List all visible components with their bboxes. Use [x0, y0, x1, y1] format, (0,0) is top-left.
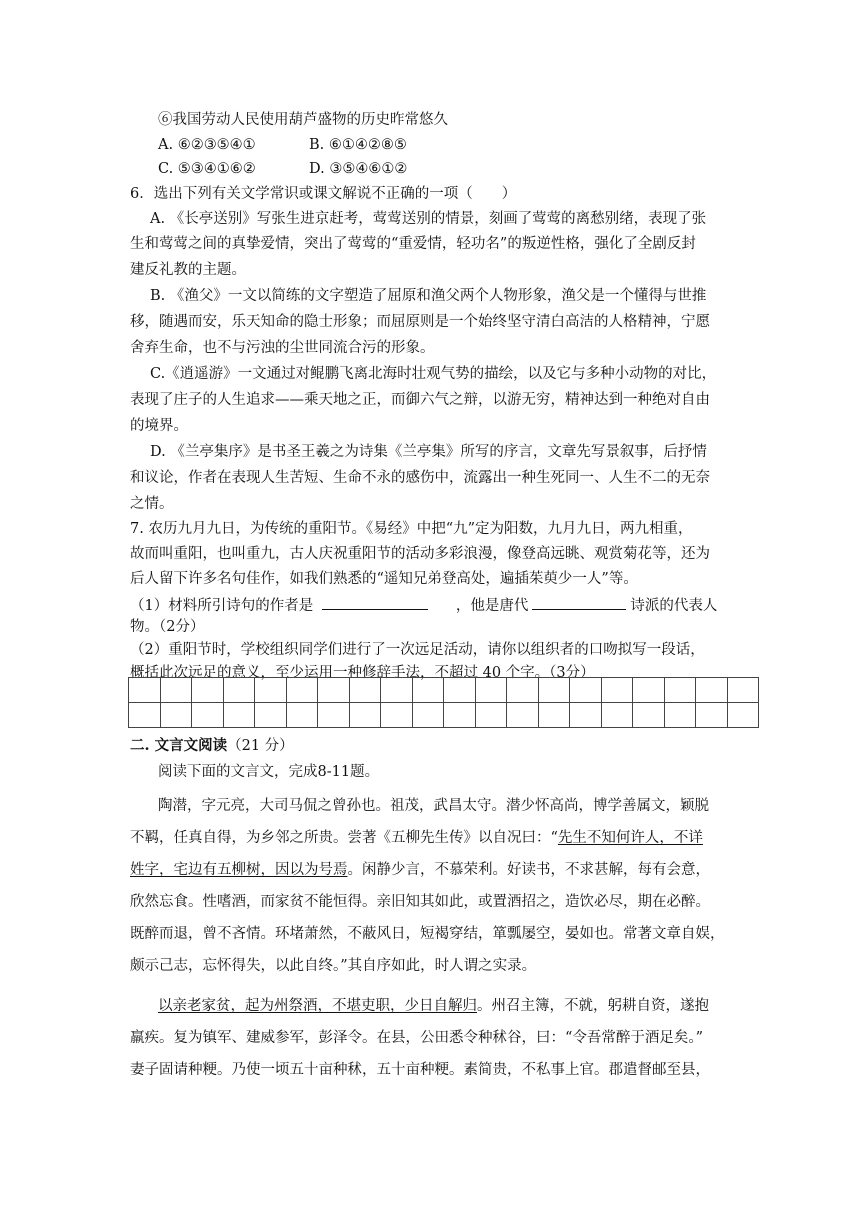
answer-grid-cell[interactable] — [129, 678, 161, 703]
q5-option-c: C. ⑤③④①⑥② — [158, 161, 256, 177]
answer-grid-cell[interactable] — [349, 678, 381, 703]
answer-grid-cell[interactable] — [444, 703, 476, 728]
q6-option-a-line: 建反礼教的主题。 — [130, 262, 246, 278]
answer-grid-cell[interactable] — [696, 678, 728, 703]
passage-text: 不羁，任真自得，为乡邻之所贵。尝著《五柳先生传》以自况曰：“ — [130, 830, 558, 846]
answer-grid-cell[interactable] — [192, 678, 224, 703]
q7-sub1-middle: ，他是唐代 — [455, 598, 529, 614]
q6-option-d-line: 之情。 — [130, 496, 174, 512]
section-2-score: （21 分） — [227, 738, 294, 754]
answer-grid-cell[interactable] — [318, 678, 350, 703]
answer-grid-cell[interactable] — [475, 678, 507, 703]
answer-grid-row — [129, 678, 759, 703]
passage-line: 欣然忘食。性嗜酒，而家贫不能恒得。亲旧知其如此，或置酒招之，造饮必尽，期在必醉。 — [130, 894, 710, 910]
passage-line: 颇示己志，忘怀得失，以此自终。”其自序如此，时人谓之实录。 — [130, 958, 537, 974]
q7-stem-line: 7. 农历九月九日，为传统的重阳节。《易经》中把“九”定为阳数，九月九日，两九相重， — [130, 521, 693, 537]
q6-option-d-line: D. 《兰亭集序》是书圣王羲之为诗集《兰亭集》所写的序言，文章先写景叙事，后抒情 — [150, 444, 707, 460]
section-2-heading — [130, 737, 294, 755]
q7-sub1 — [130, 595, 717, 615]
passage-line: 妻子固请种粳。乃使一顷五十亩种秫，五十亩种粳。素简贵，不私事上官。郡遣督邮至县， — [130, 1062, 710, 1078]
q6-option-b-line: B. 《渔父》一文以简练的文字塑造了屈原和渔父两个人物形象，渔父是一个懂得与世推 — [150, 288, 707, 304]
answer-grid-cell[interactable] — [223, 678, 255, 703]
underlined-sentence: 以亲老家贫，起为州祭酒，不堪吏职，少日自解归 — [158, 998, 477, 1014]
answer-grid-cell[interactable] — [318, 703, 350, 728]
answer-grid-cell[interactable] — [255, 703, 287, 728]
answer-grid[interactable] — [128, 677, 759, 728]
underlined-sentence: 姓字，宅边有五柳树，因以为号焉 — [130, 862, 348, 878]
q6-option-c-line: 表现了庄子的人生追求——乘天地之正，而御六气之辩，以游无穷，精神达到一种绝对自由 — [130, 392, 710, 408]
answer-grid-cell[interactable] — [507, 703, 539, 728]
q7-sub2-line: （2）重阳节时，学校组织同学们进行了一次远足活动，请你以组织者的口吻拟写一段话， — [130, 642, 705, 658]
answer-grid-cell[interactable] — [538, 678, 570, 703]
answer-grid-cell[interactable] — [475, 703, 507, 728]
passage-line — [158, 997, 709, 1015]
q6-option-c-line: 的境界。 — [130, 418, 188, 434]
answer-grid-cell[interactable] — [349, 703, 381, 728]
answer-grid-cell[interactable] — [444, 678, 476, 703]
answer-grid-cell[interactable] — [727, 678, 759, 703]
answer-grid-cell[interactable] — [633, 703, 665, 728]
q5-option-a: A. ⑥②③⑤④① — [158, 137, 256, 153]
answer-grid-cell[interactable] — [381, 703, 413, 728]
passage-text: 。州召主簿，不就，躬耕自资，遂抱 — [477, 998, 709, 1014]
passage-line: 既醉而退，曾不吝情。环堵萧然，不蔽风日，短褐穿结，箪瓢屡空，晏如也。常著文章自娱， — [130, 926, 725, 942]
q6-option-a-line: 生和莺莺之间的真挚爱情，突出了莺莺的“重爱情，轻功名”的叛逆性格，强化了全剧反封 — [130, 236, 696, 252]
section-2-title: 二. 文言文阅读 — [130, 737, 228, 754]
answer-grid-row — [129, 703, 759, 728]
answer-grid-cell[interactable] — [412, 703, 444, 728]
q6-option-b-line: 移，随遇而安，乐天知命的隐士形象；而屈原则是一个始终坚守清白高洁的人格精神，宁愿 — [130, 314, 710, 330]
passage-line: 羸疾。复为镇军、建威参军，彭泽令。在县，公田悉令种秫谷，曰：“令吾常醉于酒足矣。” — [130, 1030, 704, 1046]
answer-grid-cell[interactable] — [286, 703, 318, 728]
q7-stem-line: 故而叫重阳，也叫重九，古人庆祝重阳节的活动多彩浪漫，像登高远眺、观赏菊花等，还为 — [130, 546, 710, 562]
answer-grid-cell[interactable] — [601, 703, 633, 728]
school-answer-blank[interactable] — [532, 595, 626, 610]
q5-option-b: B. ⑥①④②⑧⑤ — [309, 137, 407, 153]
answer-grid-cell[interactable] — [129, 703, 161, 728]
q6-option-a-line: A. 《长亭送别》写张生进京赶考，莺莺送别的情景，刻画了莺莺的离愁别绪，表现了张 — [150, 211, 707, 227]
poet-answer-blank[interactable] — [322, 595, 428, 610]
answer-grid-cell[interactable] — [633, 678, 665, 703]
answer-grid-cell[interactable] — [286, 678, 318, 703]
q7-sub1-continued: 物。（2分） — [130, 619, 205, 635]
passage-line — [130, 829, 703, 847]
answer-grid-cell[interactable] — [696, 703, 728, 728]
q5-option-d: D. ③⑤④⑥①② — [309, 161, 408, 177]
answer-grid-cell[interactable] — [160, 703, 192, 728]
answer-grid-cell[interactable] — [664, 703, 696, 728]
answer-grid-cell[interactable] — [570, 703, 602, 728]
answer-grid-cell[interactable] — [381, 678, 413, 703]
q6-option-d-line: 和议论，作者在表现人生苦短、生命不永的感伤中，流露出一种生死同一、人生不二的无奈 — [130, 470, 710, 486]
answer-grid-cell[interactable] — [727, 703, 759, 728]
q6-stem: 6．选出下列有关文学常识或课文解说不正确的一项（ ） — [130, 186, 517, 202]
answer-grid-cell[interactable] — [192, 703, 224, 728]
q7-sub1-prompt: （1）材料所引诗句的作者是 — [130, 598, 314, 614]
q6-option-c-line: C.《逍遥游》一文通过对鲲鹏飞离北海时壮观气势的描绘，以及它与多种小动物的对比， — [150, 366, 717, 382]
answer-grid-cell[interactable] — [412, 678, 444, 703]
section-2-instruction: 阅读下面的文言文，完成8-11题。 — [158, 764, 380, 780]
answer-grid-cell[interactable] — [601, 678, 633, 703]
answer-grid-cell[interactable] — [255, 678, 287, 703]
passage-text: 。闲静少言，不慕荣利。好读书，不求甚解，每有会意， — [347, 862, 710, 878]
passage-line: 陶潜，字元亮，大司马侃之曾孙也。祖茂，武昌太守。潜少怀高尚，博学善属文，颖脱 — [158, 798, 709, 814]
q6-option-b-line: 舍弃生命，也不与污浊的尘世同流合污的形象。 — [130, 340, 435, 356]
q7-sub1-end: 诗派的代表人 — [630, 598, 718, 614]
answer-grid-cell[interactable] — [507, 678, 539, 703]
answer-grid-cell[interactable] — [223, 703, 255, 728]
passage-line — [130, 861, 710, 879]
answer-grid-cell[interactable] — [160, 678, 192, 703]
answer-grid-cell[interactable] — [538, 703, 570, 728]
answer-grid-cell[interactable] — [570, 678, 602, 703]
q5-item-6: ⑥我国劳动人民使用葫芦盛物的历史昨常悠久 — [158, 112, 448, 128]
q7-sub2-line: 概括此次远足的意义，至少运用一种修辞手法，不超过 40 个字。（3分） — [130, 665, 595, 681]
answer-grid-cell[interactable] — [664, 678, 696, 703]
q7-stem-line: 后人留下许多名句佳作，如我们熟悉的“遥知兄弟登高处，遍插茱萸少一人”等。 — [130, 571, 638, 587]
underlined-sentence: 先生不知何许人，不详 — [557, 830, 703, 846]
